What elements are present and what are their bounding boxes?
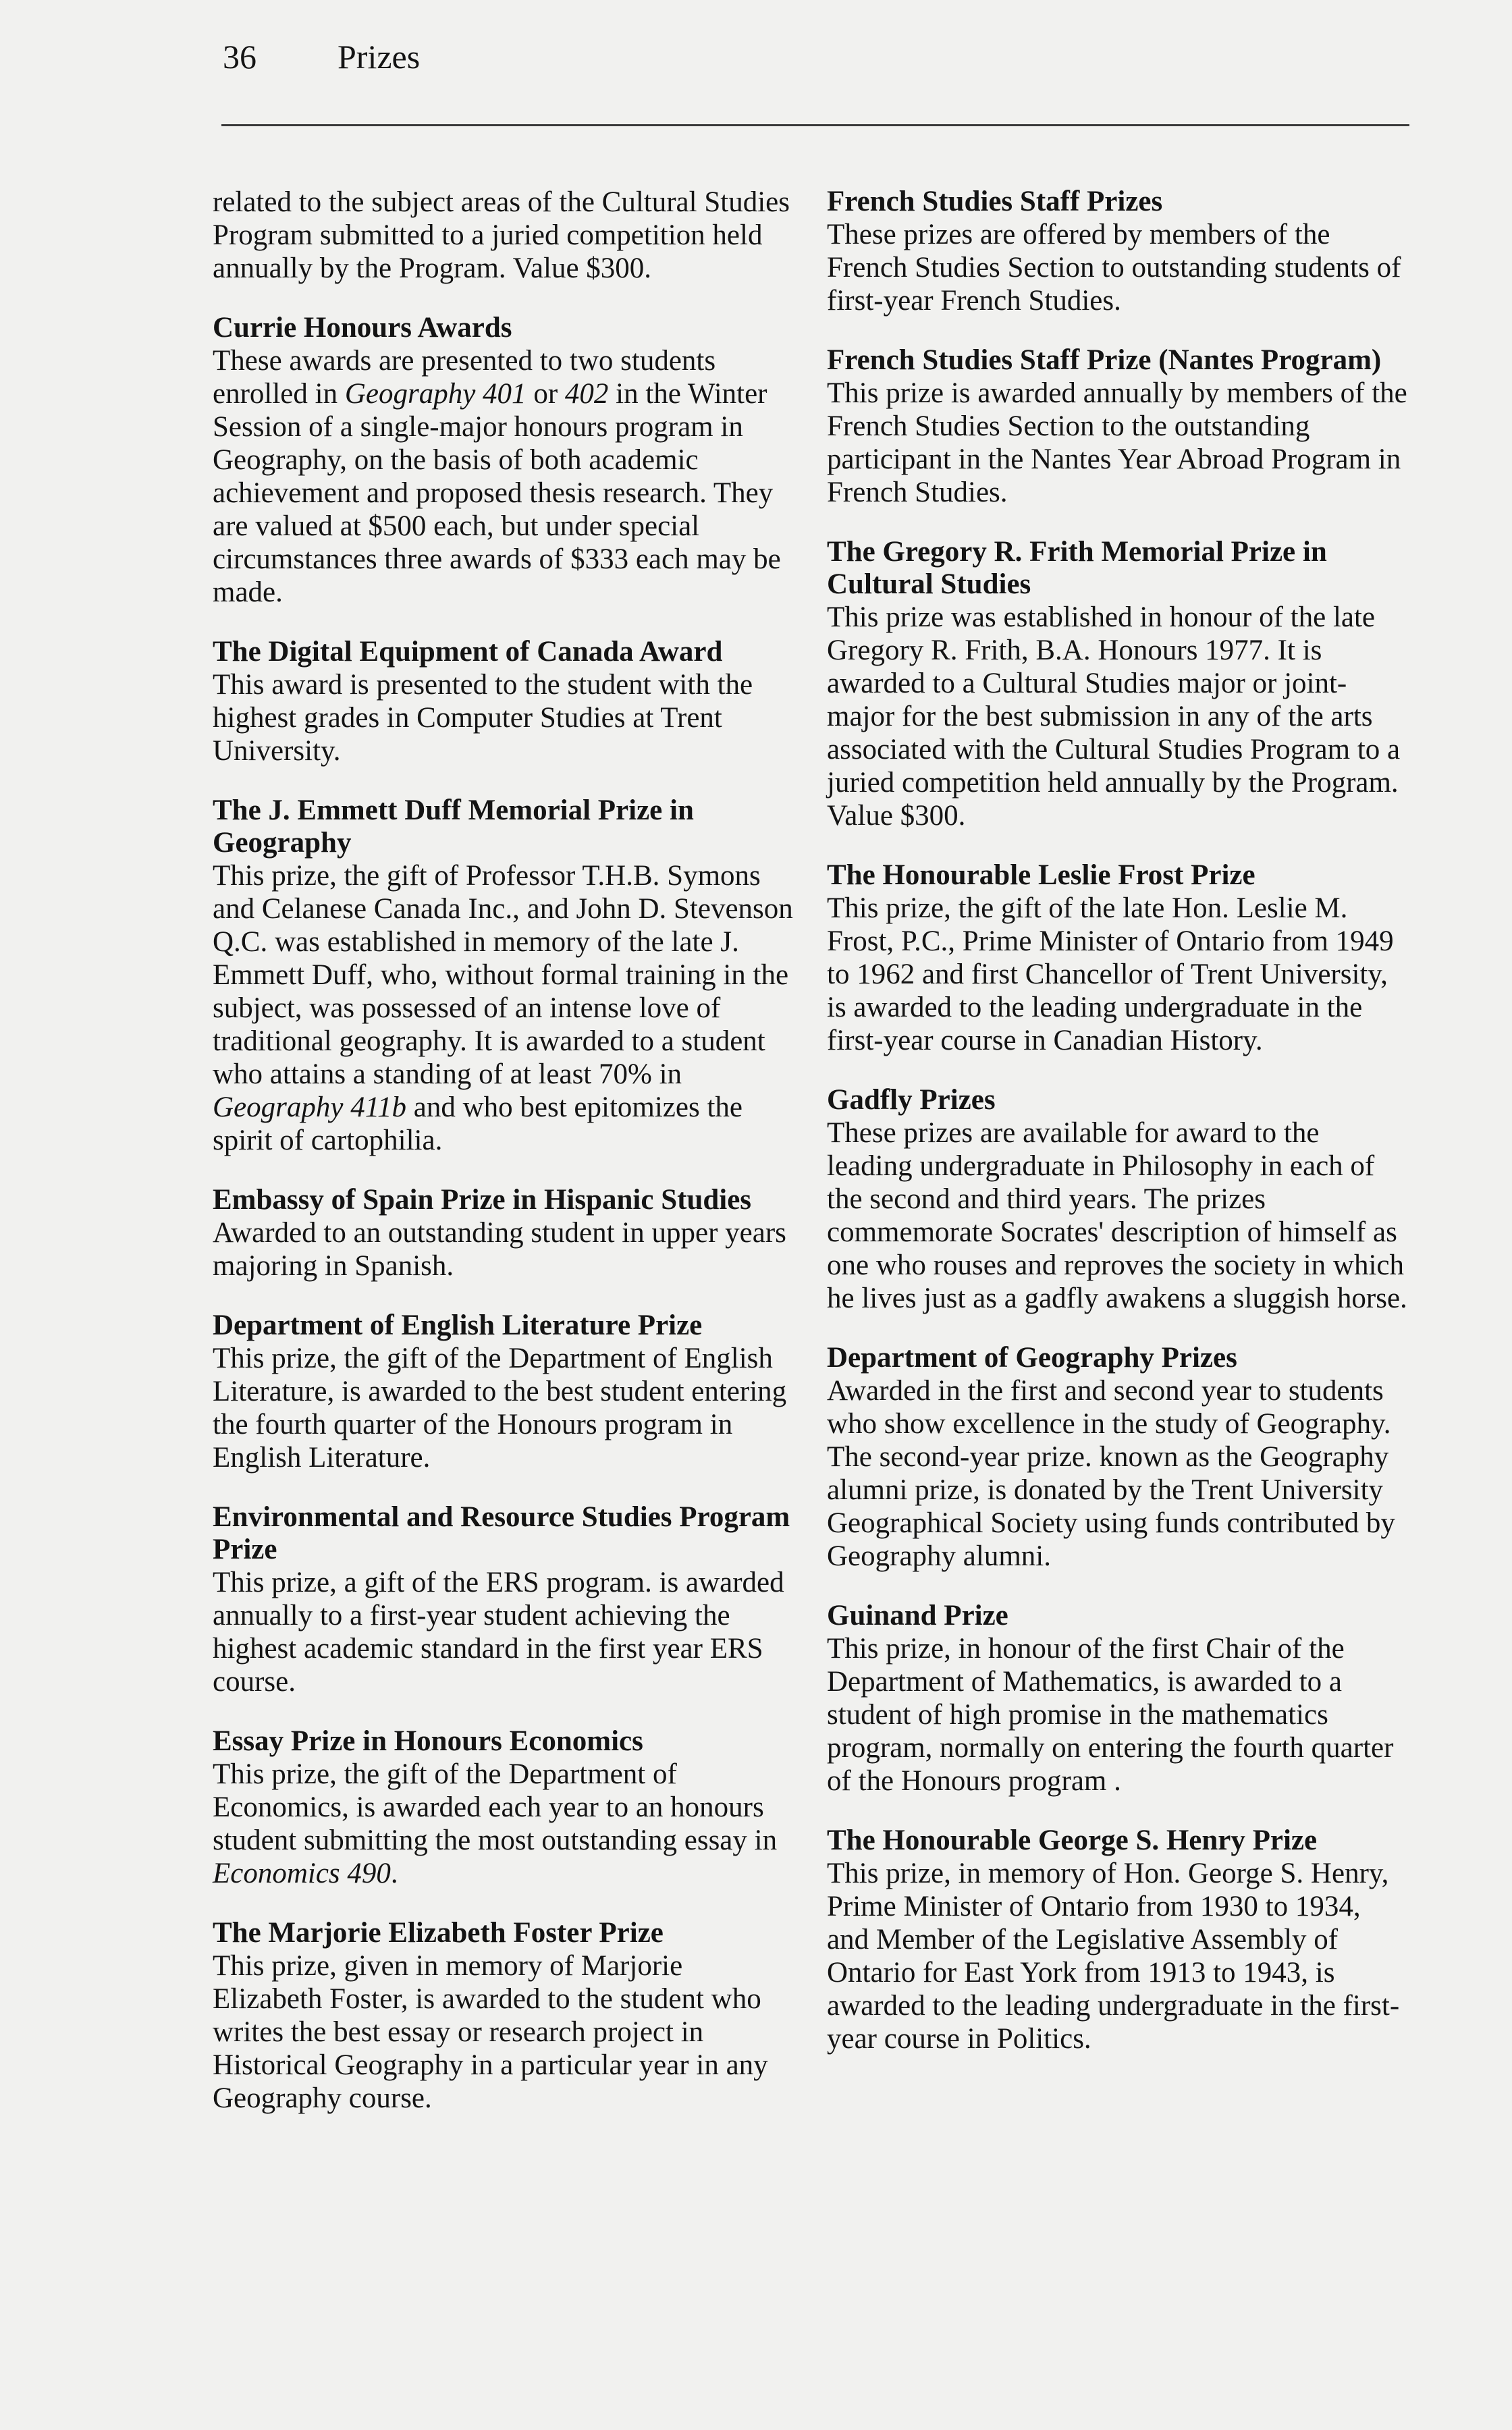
prize-entry (827, 344, 1407, 509)
prize-description: This prize is awarded annually by members of the French Studies Section to the outstanding participant in the Nantes Year Abroad Program in French Studies. (827, 377, 1407, 508)
section-title: Prizes (338, 38, 421, 76)
prize-title: Guinand Prize (827, 1600, 1008, 1631)
prize-entry (213, 1184, 793, 1282)
prize-description: This prize, the gift of Professor T.H.B. Symons and Celanese Canada Inc., and John D. Stevenson Q.C. was established in memory of the late J. Emmett Duff, who, without formal training in the subject, was possessed of an intense love of traditional geography. It is awarded to a student who attains a standing of at least 70% in Geography 411b and who best epitomizes the spirit of cartophilia. (213, 860, 793, 1156)
prize-description: These awards are presented to two students enrolled in Geography 401 or 402 in the Winter Session of a single-major honours program in Geography, on the basis of both academic achievement and proposed thesis research. They are valued at $500 each, but under special circumstances three awards of $333 each may be made. (213, 345, 781, 608)
prize-title: The Honourable George S. Henry Prize (827, 1825, 1318, 1856)
right-column (827, 186, 1407, 2082)
prize-entry (827, 859, 1407, 1057)
prize-title: Department of Geography Prizes (827, 1342, 1237, 1374)
prize-description: This prize, in honour of the first Chair of the Department of Mathematics, is awarded to a student of high promise in the mathematics program, normally on entering the fourth quarter of the Honours program . (827, 1633, 1394, 1797)
prize-entry (827, 186, 1407, 317)
prize-entry (827, 1342, 1407, 1573)
prize-description: Awarded in the first and second year to students who show excellence in the study of Geography. The second-year prize. known as the Geography alumni prize, is donated by the Trent University Geographical Society using funds contributed by Geography alumni. (827, 1375, 1395, 1572)
prize-entry (827, 536, 1407, 832)
prize-description: These prizes are offered by members of the French Studies Section to outstanding students of first-year French Studies. (827, 219, 1401, 317)
prize-title: Gadfly Prizes (827, 1084, 996, 1116)
prize-entry (827, 1600, 1407, 1798)
prize-entry (213, 186, 793, 285)
prize-description: This prize, the gift of the Department of Economics, is awarded each year to an honours student submitting the most outstanding essay in Economics 490. (213, 1758, 778, 1889)
left-column (213, 186, 793, 2142)
prize-description: related to the subject areas of the Cultural Studies Program submitted to a juried competition held annually by the Program. Value $300. (213, 186, 790, 284)
prize-title: Environmental and Resource Studies Program Prize (213, 1501, 790, 1565)
page-number: 36 (223, 38, 256, 76)
prize-title: Department of English Literature Prize (213, 1310, 703, 1341)
prize-description: This prize, the gift of the Department of English Literature, is awarded to the best student entering the fourth quarter of the Honours program in English Literature. (213, 1343, 787, 1474)
prize-description: This prize was established in honour of the late Gregory R. Frith, B.A. Honours 1977. It is awarded to a Cultural Studies major or joint-major for the best submission in any of the arts associated with the Cultural Studies Program to a juried competition held annually by the Program. Value $300. (827, 601, 1401, 832)
prize-title: The Digital Equipment of Canada Award (213, 636, 723, 668)
prize-entry (213, 636, 793, 767)
prize-title: Essay Prize in Honours Economics (213, 1725, 643, 1757)
prize-entry (827, 1084, 1407, 1315)
prize-title: French Studies Staff Prizes (827, 186, 1163, 217)
prize-description: This award is presented to the student with the highest grades in Computer Studies at Trent University. (213, 669, 753, 767)
prize-description: This prize, given in memory of Marjorie Elizabeth Foster, is awarded to the student who writes the best essay or research project in Historical Geography in a particular year in any Geography course. (213, 1950, 768, 2114)
prize-title: The J. Emmett Duff Memorial Prize in Geography (213, 794, 694, 859)
prize-title: Embassy of Spain Prize in Hispanic Studies (213, 1184, 752, 1216)
prize-description: This prize, a gift of the ERS program. is awarded annually to a first-year student achieving the highest academic standard in the first year ERS course. (213, 1567, 784, 1698)
prize-entry (213, 312, 793, 609)
prize-entry (213, 794, 793, 1157)
prize-entry (213, 1917, 793, 2115)
prize-title: The Marjorie Elizabeth Foster Prize (213, 1917, 664, 1949)
prize-entry (827, 1825, 1407, 2055)
prize-entry (213, 1310, 793, 1474)
prize-description: This prize, the gift of the late Hon. Leslie M. Frost, P.C., Prime Minister of Ontario from 1949 to 1962 and first Chancellor of Trent University, is awarded to the leading undergraduate in the first-year course in Canadian History. (827, 892, 1394, 1056)
prize-description: Awarded to an outstanding student in upper years majoring in Spanish. (213, 1217, 786, 1282)
prize-entry (213, 1501, 793, 1698)
prize-entry (213, 1725, 793, 1890)
prize-title: French Studies Staff Prize (Nantes Program) (827, 344, 1382, 376)
prize-title: The Gregory R. Frith Memorial Prize in Cultural Studies (827, 536, 1327, 600)
prize-title: Currie Honours Awards (213, 312, 512, 344)
prize-title: The Honourable Leslie Frost Prize (827, 859, 1256, 891)
header-rule (221, 124, 1409, 126)
prize-description: This prize, in memory of Hon. George S. Henry, Prime Minister of Ontario from 1930 to 1934, and Member of the Legislative Assembly of Ontario for East York from 1913 to 1943, is awarded to the leading undergraduate in the first-year course in Politics. (827, 1858, 1400, 2055)
prize-description: These prizes are available for award to the leading undergraduate in Philosophy in each of the second and third years. The prizes commemorate Socrates' description of himself as one who rouses and reproves the society in which he lives just as a gadfly awakens a sluggish horse. (827, 1117, 1407, 1314)
